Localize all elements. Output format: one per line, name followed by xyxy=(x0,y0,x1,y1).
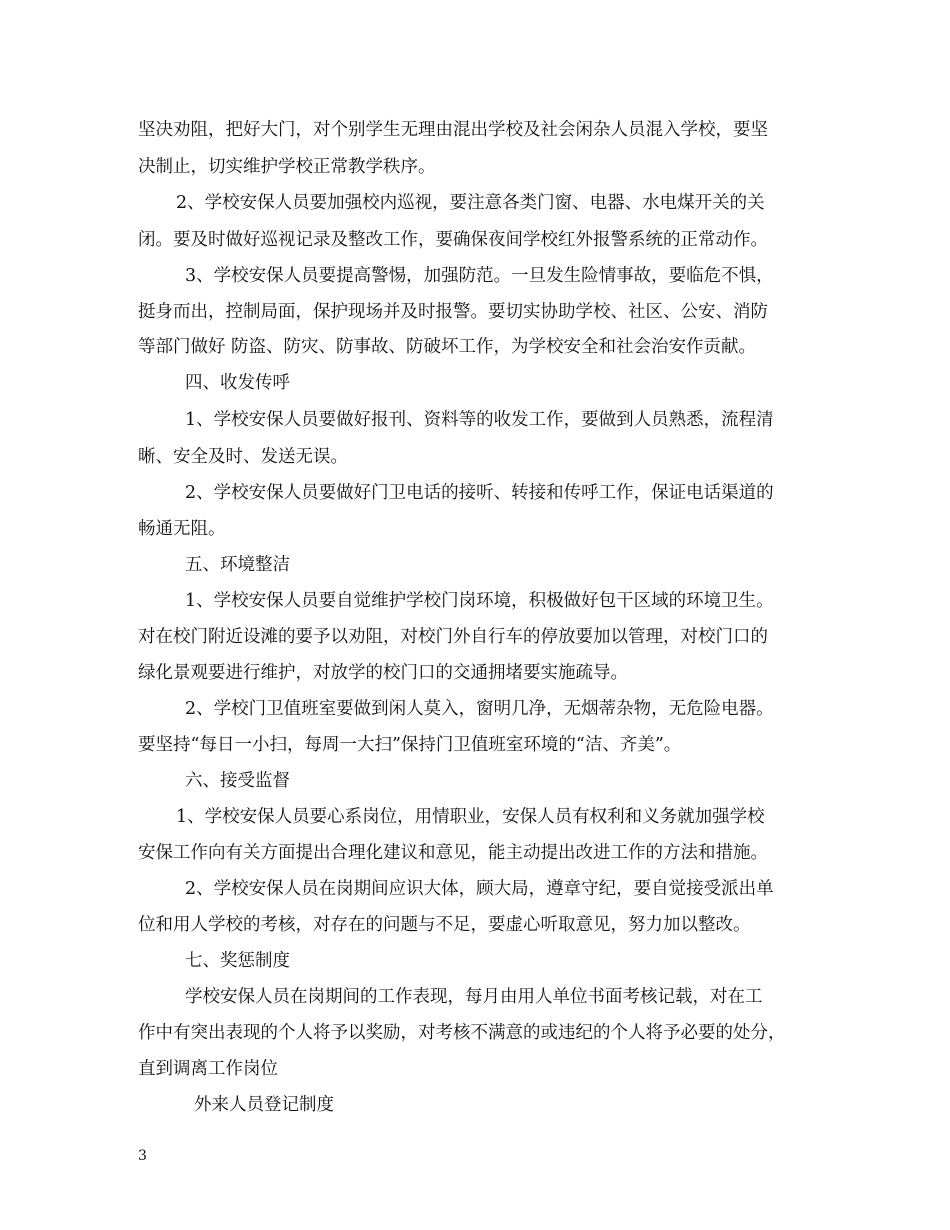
text-line: 2、学校门卫值班室要做到闲人莫入，窗明几净，无烟蒂杂物，无危险电器。 xyxy=(185,699,774,719)
text-line: 等部门做好 防盗、防灾、防事故、防破坏工作，为学校安全和社会治安作贡献。 xyxy=(138,337,757,357)
text-line: 绿化景观要进行维护，对放学的校门口的交通拥堵要实施疏导。 xyxy=(138,663,628,683)
text-line: 对在校门附近设滩的要予以劝阻，对校门外自行车的停放要加以管理，对校门口的 xyxy=(138,627,768,647)
text-line: 2、学校安保人员要加强校内巡视，要注意各类门窗、电器、水电煤开关的关 xyxy=(176,193,765,213)
text-line: 位和用人学校的考核，对存在的问题与不足，要虚心听取意见，努力加以整改。 xyxy=(138,915,751,935)
text-line: 决制止，切实维护学校正常教学秩序。 xyxy=(138,157,436,177)
text-line: 畅通无阻。 xyxy=(138,519,226,539)
text-line: 1、学校安保人员要心系岗位，用情职业，安保人员有权利和义务就加强学校 xyxy=(176,807,765,827)
text-line: 挺身而出，控制局面，保护现场并及时报警。要切实协助学校、社区、公安、消防 xyxy=(138,302,768,322)
section-heading: 四、收发传呼 xyxy=(185,373,290,393)
text-line: 1、学校安保人员要做好报刊、资料等的收发工作，要做到人员熟悉，流程清 xyxy=(185,410,774,430)
section-heading: 六、接受监督 xyxy=(185,771,290,791)
section-heading: 外来人员登记制度 xyxy=(194,1095,334,1115)
text-line: 学校安保人员在岗期间的工作表现，每月由用人单位书面考核记载，对在工 xyxy=(185,987,763,1007)
text-line: 晰、安全及时、发送无误。 xyxy=(138,447,348,467)
text-line: 2、学校安保人员在岗期间应识大体，顾大局，遵章守纪，要自觉接受派出单 xyxy=(185,879,774,899)
text-line: 3、学校安保人员要提高警惕，加强防范。一旦发生险情事故，要临危不惧， xyxy=(185,266,774,286)
page-number: 3 xyxy=(138,1148,147,1164)
text-line: 闭。要及时做好巡视记录及整改工作，要确保夜间学校红外报警系统的正常动作。 xyxy=(138,230,768,250)
text-line: 直到调离工作岗位 xyxy=(138,1059,278,1079)
section-heading: 五、环境整洁 xyxy=(185,555,290,575)
text-line: 安保工作向有关方面提出合理化建议和意见，能主动提出改进工作的方法和措施。 xyxy=(138,843,768,863)
text-line: 1、学校安保人员要自觉维护学校门岗环境，积极做好包干区域的环境卫生。 xyxy=(185,591,774,611)
text-line: 坚决劝阻，把好大门，对个别学生无理由混出学校及社会闲杂人员混入学校，要坚 xyxy=(138,120,768,140)
section-heading: 七、奖惩制度 xyxy=(185,951,290,971)
text-line: 要坚持“每日一小扫，每周一大扫”保持门卫值班室环境的“洁、齐美”。 xyxy=(138,735,682,755)
text-line: 作中有突出表现的个人将予以奖励，对考核不满意的或违纪的个人将予必要的处分， xyxy=(138,1023,786,1043)
text-line: 2、学校安保人员要做好门卫电话的接听、转接和传呼工作，保证电话渠道的 xyxy=(185,483,774,503)
